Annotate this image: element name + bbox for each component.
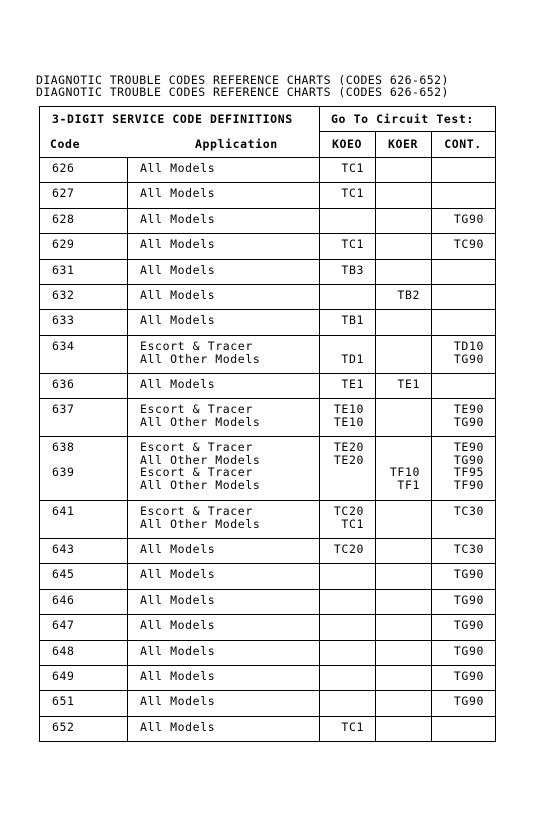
koeo-cell: TC1 [341, 161, 364, 175]
code-cell: 652 [52, 720, 75, 734]
row-divider [39, 741, 496, 742]
code-cell: 632 [52, 288, 75, 302]
koeo-cell: TC1 [341, 720, 364, 734]
code-cell: 631 [52, 263, 75, 277]
code-cell: 629 [52, 237, 75, 251]
code-cell: 633 [52, 313, 75, 327]
application-cell: Escort & Tracer [140, 440, 253, 454]
table-border-right [495, 106, 496, 742]
application-cell: All Other Models [140, 414, 261, 429]
code-cell: 638 [52, 440, 75, 454]
application-cell: All Models [140, 542, 216, 556]
row-divider [39, 589, 496, 590]
application-cell: All Models [140, 669, 216, 683]
code-cell: 627 [52, 186, 75, 200]
code-cell: 641 [52, 504, 75, 518]
row-divider [39, 335, 496, 336]
application-cell: Escort & Tracer [140, 504, 253, 518]
cont-cell: TE90 [453, 440, 484, 454]
code-cell: 636 [52, 377, 75, 391]
koer-cell: TE1 [397, 377, 420, 391]
cont-cell: TC30 [453, 542, 484, 556]
cont-cell: TG90 [453, 212, 484, 226]
header-koeo: KOEO [331, 137, 363, 151]
cont-cell: TF95 [453, 465, 484, 480]
table-border-left [39, 106, 40, 742]
application-cell: All Other Models [140, 351, 261, 366]
row-divider [39, 373, 496, 374]
code-cell: 651 [52, 694, 75, 708]
code-cell: 628 [52, 212, 75, 226]
koeo-cell: TE20 [333, 452, 364, 467]
row-divider [39, 614, 496, 615]
section-title: 3-DIGIT SERVICE CODE DEFINITIONS [52, 112, 293, 126]
column-rule [127, 157, 128, 742]
column-rule [375, 131, 376, 742]
application-cell: All Other Models [140, 477, 261, 492]
application-cell: All Models [140, 377, 216, 391]
koeo-cell: TC1 [341, 516, 364, 531]
row-divider [39, 665, 496, 666]
cont-cell: TG90 [453, 593, 484, 607]
application-cell: All Models [140, 593, 216, 607]
code-cell: 649 [52, 669, 75, 683]
cont-cell: TG90 [453, 567, 484, 581]
koeo-cell: TE10 [333, 402, 364, 416]
application-cell: All Models [140, 567, 216, 581]
cont-cell: TG90 [453, 669, 484, 683]
koeo-cell: TB1 [341, 313, 364, 327]
code-cell: 639 [52, 465, 75, 480]
row-divider [39, 259, 496, 260]
koer-cell: TF1 [397, 477, 420, 492]
application-cell: All Models [140, 212, 216, 226]
header-code: Code [50, 137, 81, 151]
koeo-cell: TC20 [333, 542, 364, 556]
cont-cell: TG90 [453, 644, 484, 658]
application-cell: All Models [140, 720, 216, 734]
cont-cell: TD10 [453, 339, 484, 353]
application-cell: All Models [140, 237, 216, 251]
koeo-cell: TE20 [333, 440, 364, 454]
row-divider [39, 690, 496, 691]
application-cell: All Models [140, 644, 216, 658]
document-title: DIAGNOTIC TROUBLE CODES REFERENCE CHARTS (CODES 626-652) [36, 73, 449, 87]
header-koer: KOER [387, 137, 419, 151]
cont-cell: TC30 [453, 504, 484, 518]
header-cont: CONT. [444, 137, 482, 151]
cont-cell: TG90 [453, 618, 484, 632]
row-divider [39, 500, 496, 501]
code-cell: 647 [52, 618, 75, 632]
cont-cell: TG90 [453, 414, 484, 429]
cont-cell: TF90 [453, 477, 484, 492]
row-divider [39, 208, 496, 209]
application-cell: All Other Models [140, 516, 261, 531]
circuit-test-title: Go To Circuit Test: [331, 112, 474, 126]
application-cell: All Models [140, 694, 216, 708]
koeo-cell: TB3 [341, 263, 364, 277]
application-cell: All Models [140, 263, 216, 277]
code-cell: 626 [52, 161, 75, 175]
code-cell: 645 [52, 567, 75, 581]
header-application: Application [195, 137, 278, 151]
header-rule [39, 157, 496, 158]
application-cell: Escort & Tracer [140, 465, 253, 480]
row-divider [39, 640, 496, 641]
application-cell: All Models [140, 288, 216, 302]
document-title-repeat: DIAGNOTIC TROUBLE CODES REFERENCE CHARTS (CODES 626-652) [36, 85, 449, 99]
row-divider [39, 563, 496, 564]
cont-cell: TC90 [453, 237, 484, 251]
row-divider [39, 182, 496, 183]
koeo-cell: TD1 [341, 351, 364, 366]
koer-cell: TB2 [397, 288, 420, 302]
koeo-cell: TE10 [333, 414, 364, 429]
cont-cell: TG90 [453, 452, 484, 467]
row-divider [39, 716, 496, 717]
koer-cell: TF10 [389, 465, 420, 480]
cont-cell: TG90 [453, 351, 484, 366]
cont-cell: TG90 [453, 694, 484, 708]
koeo-cell: TE1 [341, 377, 364, 391]
code-cell: 637 [52, 402, 75, 416]
row-divider [39, 233, 496, 234]
application-cell: Escort & Tracer [140, 339, 253, 353]
cont-cell: TE90 [453, 402, 484, 416]
code-cell: 646 [52, 593, 75, 607]
koeo-cell: TC20 [333, 504, 364, 518]
circuit-header-rule [319, 131, 496, 132]
row-divider [39, 398, 496, 399]
code-cell: 648 [52, 644, 75, 658]
application-cell: All Models [140, 186, 216, 200]
table-border-top [39, 106, 496, 107]
koeo-cell: TC1 [341, 237, 364, 251]
row-divider [39, 309, 496, 310]
row-divider [39, 538, 496, 539]
application-cell: All Models [140, 313, 216, 327]
application-cell: All Models [140, 161, 216, 175]
application-cell: All Models [140, 618, 216, 632]
application-cell: All Other Models [140, 452, 261, 467]
row-divider [39, 284, 496, 285]
code-cell: 634 [52, 339, 75, 353]
application-cell: Escort & Tracer [140, 402, 253, 416]
koeo-cell: TC1 [341, 186, 364, 200]
row-divider [39, 436, 496, 437]
code-cell: 643 [52, 542, 75, 556]
